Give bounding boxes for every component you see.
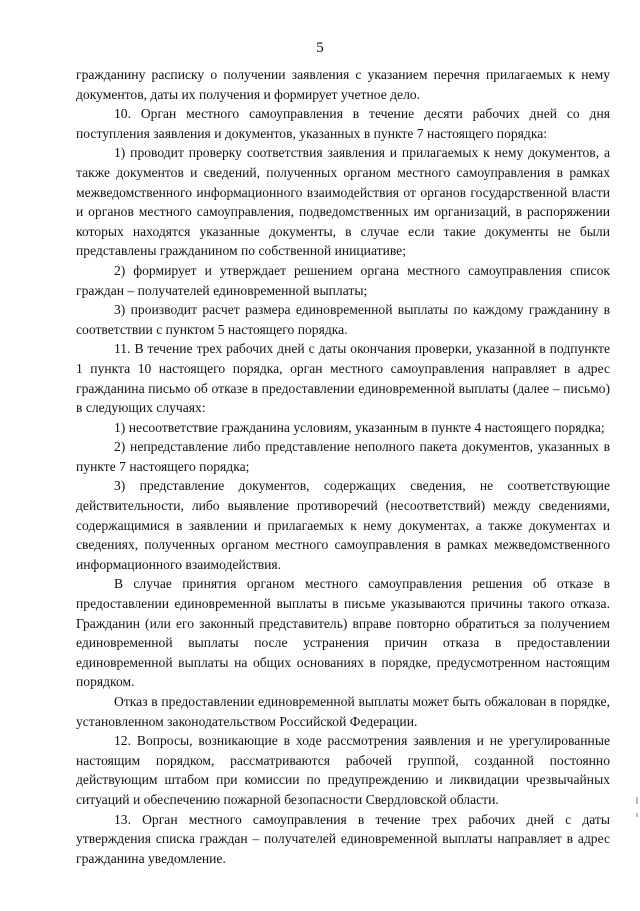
scan-edge-mark	[636, 813, 638, 817]
paragraph-item-10-3: 3) производит расчет размера единовременной выплаты по каждому гражданину в соответствии с пунктом 5 настоящего порядка.	[76, 302, 610, 337]
paragraph-item-10: 10. Орган местного самоуправления в течение десяти рабочих дней со дня поступления заявления и документов, указанных в пункте 7 настоящего порядка:	[76, 106, 610, 141]
document-body	[76, 65, 610, 868]
paragraph-refusal-reasons: В случае принятия органом местного самоуправления решения об отказе в предоставлении единовременной выплаты в письме указываются причины такого отказа. Гражданин (или его законный представитель) вправе повторно обратиться за получением единовременной выплаты после устранения причин отказа в предоставлении единовременной выплаты на общих основаниях в порядке, предусмотренном настоящим порядком.	[76, 576, 610, 690]
paragraph-item-10-2: 2) формирует и утверждает решением органа местного самоуправления список граждан – получателей единовременной выплаты;	[76, 262, 610, 298]
paragraph-item-11-3: 3) представление документов, содержащих сведения, не соответствующие действительности, либо выявление противоречий (несоответствий) между сведениями, содержащимися в заявлении и прилагаемых к нему документах, а также документах и сведениях, полученных органом местного самоуправления в рамках межведомственного информационного взаимодействия.	[76, 478, 610, 572]
scan-edge-mark	[636, 797, 638, 804]
paragraph-item-13: 13. Орган местного самоуправления в течение трех рабочих дней с даты утверждения списка граждан – получателей единовременной выплаты направляет в адрес гражданина уведомление.	[76, 811, 610, 866]
paragraph-item-10-1: 1) проводит проверку соответствия заявления и прилагаемых к нему документов, а также документов и сведений, полученных органом местного самоуправления в рамках межведомственного информационного взаимодействия от органов государственной власти и органов местного самоуправления, подведомственных им организаций, в распоряжении которых находятся указанные документы, в случае если такие документы не были представлены гражданином по собственной инициативе;	[76, 145, 610, 259]
paragraph-item-11-2: 2) непредставление либо представление неполного пакета документов, указанных в пункте 7 настоящего порядка;	[76, 439, 610, 474]
paragraph-item-11: 11. В течение трех рабочих дней с даты окончания проверки, указанной в подпункте 1 пункта 10 настоящего порядка, орган местного самоуправления направляет в адрес гражданина письмо об отказе в предоставлении единовременной выплаты (далее – письмо) в следующих случаях:	[76, 341, 610, 416]
paragraph-item-12: 12. Вопросы, возникающие в ходе рассмотрения заявления и не урегулированные настоящим порядком, рассматриваются рабочей группой, созданной постоянно действующим штабом при комиссии по предупреждению и ликвидации чрезвычайных ситуаций и обеспечению пожарной безопасности Свердловской области.	[76, 733, 610, 807]
paragraph-continuation: гражданину расписку о получении заявления с указанием перечня прилагаемых к нему документов, даты их получения и формирует учетное дело.	[76, 67, 610, 102]
paragraph-item-11-1: 1) несоответствие гражданина условиям, указанным в пункте 4 настоящего порядка;	[114, 419, 605, 435]
paragraph-appeal: Отказ в предоставлении единовременной выплаты может быть обжалован в порядке, установленном законодательством Российской Федерации.	[76, 694, 610, 729]
page-number: 5	[316, 40, 324, 56]
